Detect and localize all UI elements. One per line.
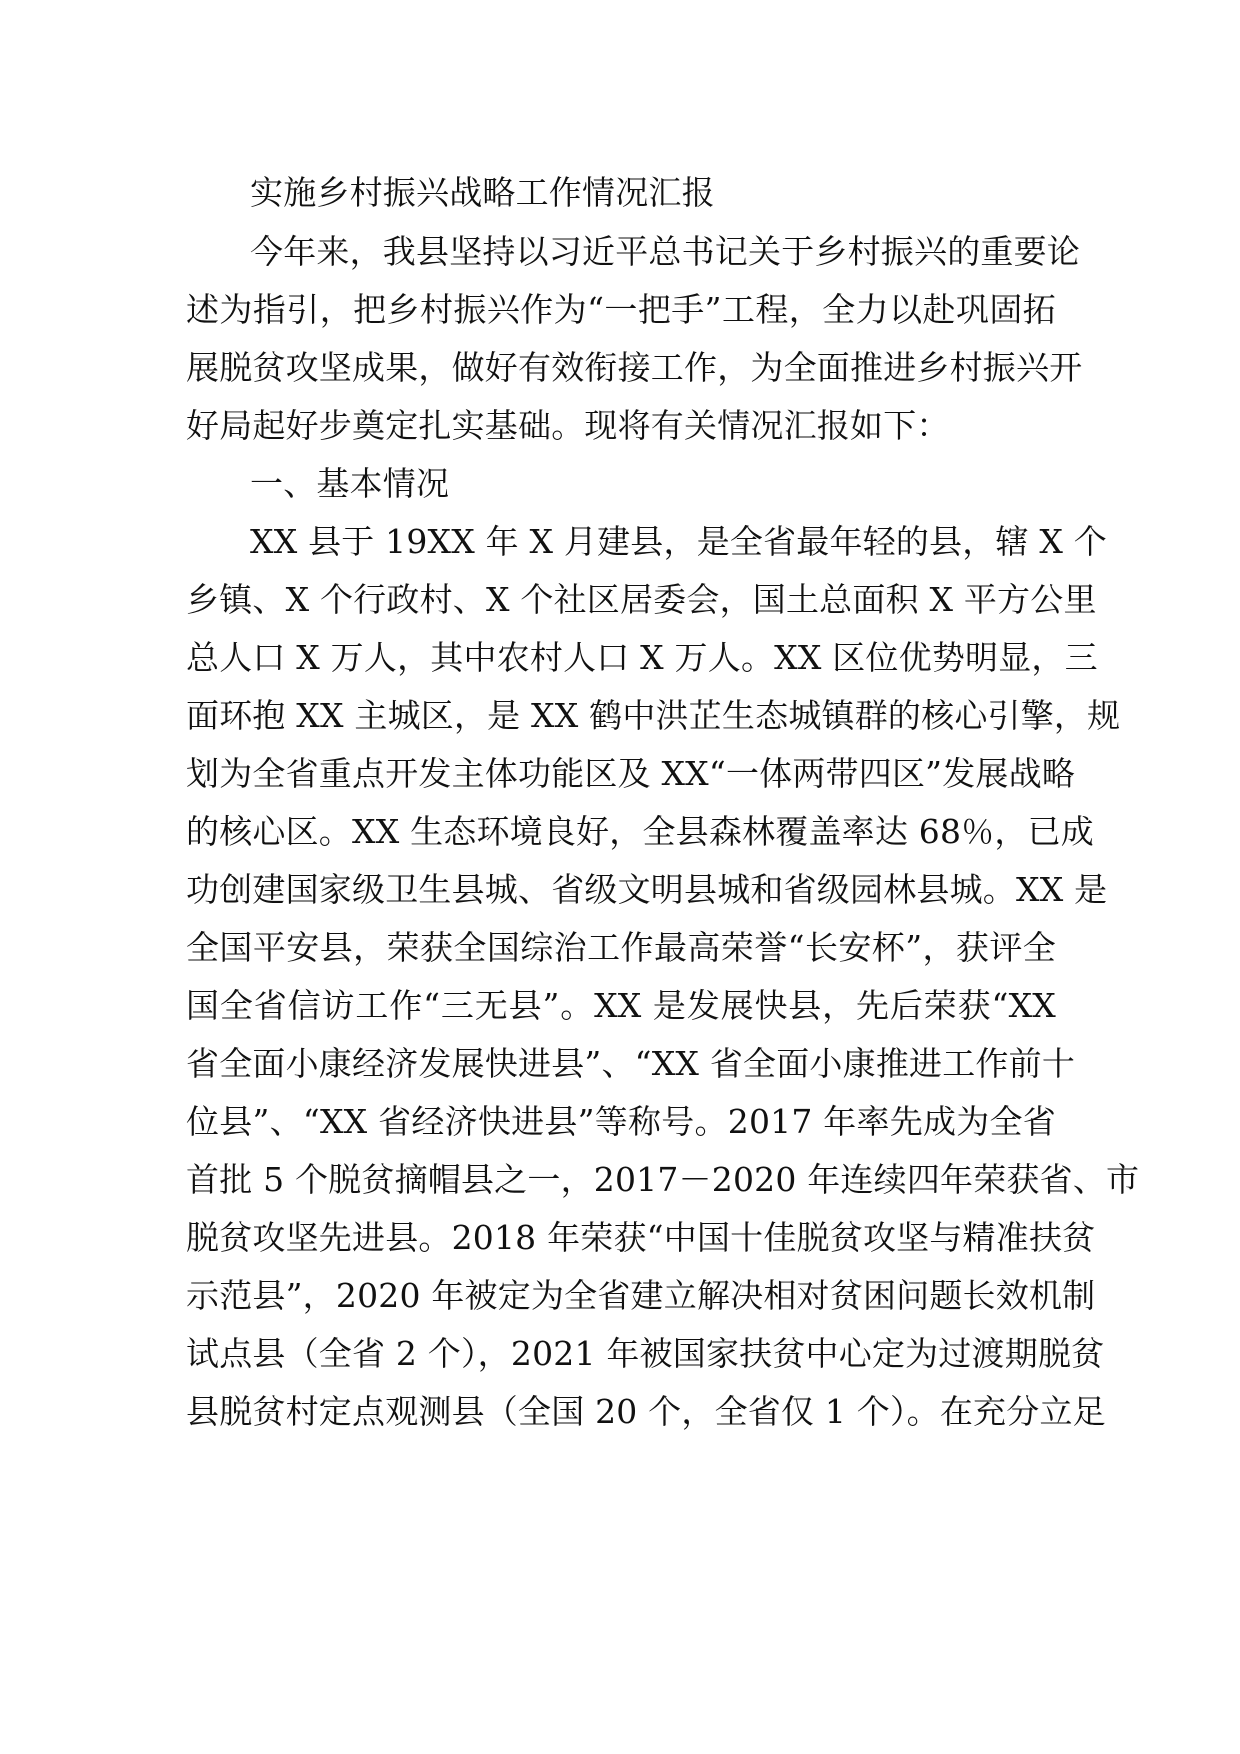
intro-line: 今年来，我县坚持以习近平总书记关于乡村振兴的重要论: [250, 232, 1080, 271]
body-line: XX 县于 19XX 年 X 月建县，是全省最年轻的县，辖 X 个: [250, 522, 1107, 561]
body-line: 面环抱 XX 主城区，是 XX 鹤中洪芷生态城镇群的核心引擎，规: [186, 696, 1121, 735]
body-line: 示范县”，2020 年被定为全省建立解决相对贫困问题长效机制: [186, 1276, 1096, 1315]
body-line: 全国平安县，荣获全国综治工作最高荣誉“长安杯”，获评全: [186, 928, 1056, 967]
body-line: 脱贫攻坚先进县。2018 年荣获“中国十佳脱贫攻坚与精准扶贫: [186, 1218, 1096, 1257]
body-line: 县脱贫村定点观测县（全国 20 个，全省仅 1 个）。在充分立足: [186, 1392, 1106, 1431]
body-line: 乡镇、X 个行政村、X 个社区居委会，国土总面积 X 平方公里: [186, 580, 1097, 619]
intro-line: 述为指引，把乡村振兴作为“一把手”工程，全力以赴巩固拓: [186, 290, 1056, 329]
body-line: 划为全省重点开发主体功能区及 XX“一体两带四区”发展战略: [186, 754, 1076, 793]
body-line: 首批 5 个脱贫摘帽县之一，2017－2020 年连续四年荣获省、市: [186, 1160, 1140, 1199]
body-line: 省全面小康经济发展快进县”、“XX 省全面小康推进工作前十: [186, 1044, 1076, 1083]
body-line: 位县”、“XX 省经济快进县”等称号。2017 年率先成为全省: [186, 1102, 1056, 1141]
intro-line: 展脱贫攻坚成果，做好有效衔接工作，为全面推进乡村振兴开: [186, 348, 1083, 387]
body-line: 功创建国家级卫生县城、省级文明县城和省级园林县城。XX 是: [186, 870, 1108, 909]
document-title: 实施乡村振兴战略工作情况汇报: [250, 173, 715, 212]
body-line: 的核心区。XX 生态环境良好，全县森林覆盖率达 68％，已成: [186, 812, 1094, 851]
body-line: 试点县（全省 2 个），2021 年被国家扶贫中心定为过渡期脱贫: [186, 1334, 1105, 1373]
body-line: 总人口 X 万人，其中农村人口 X 万人。XX 区位优势明显，三: [186, 638, 1098, 677]
intro-line: 好局起好步奠定扎实基础。现将有关情况汇报如下：: [186, 406, 950, 445]
body-line: 国全省信访工作“三无县”。XX 是发展快县，先后荣获“XX: [186, 986, 1056, 1025]
section-heading: 一、基本情况: [250, 464, 450, 503]
